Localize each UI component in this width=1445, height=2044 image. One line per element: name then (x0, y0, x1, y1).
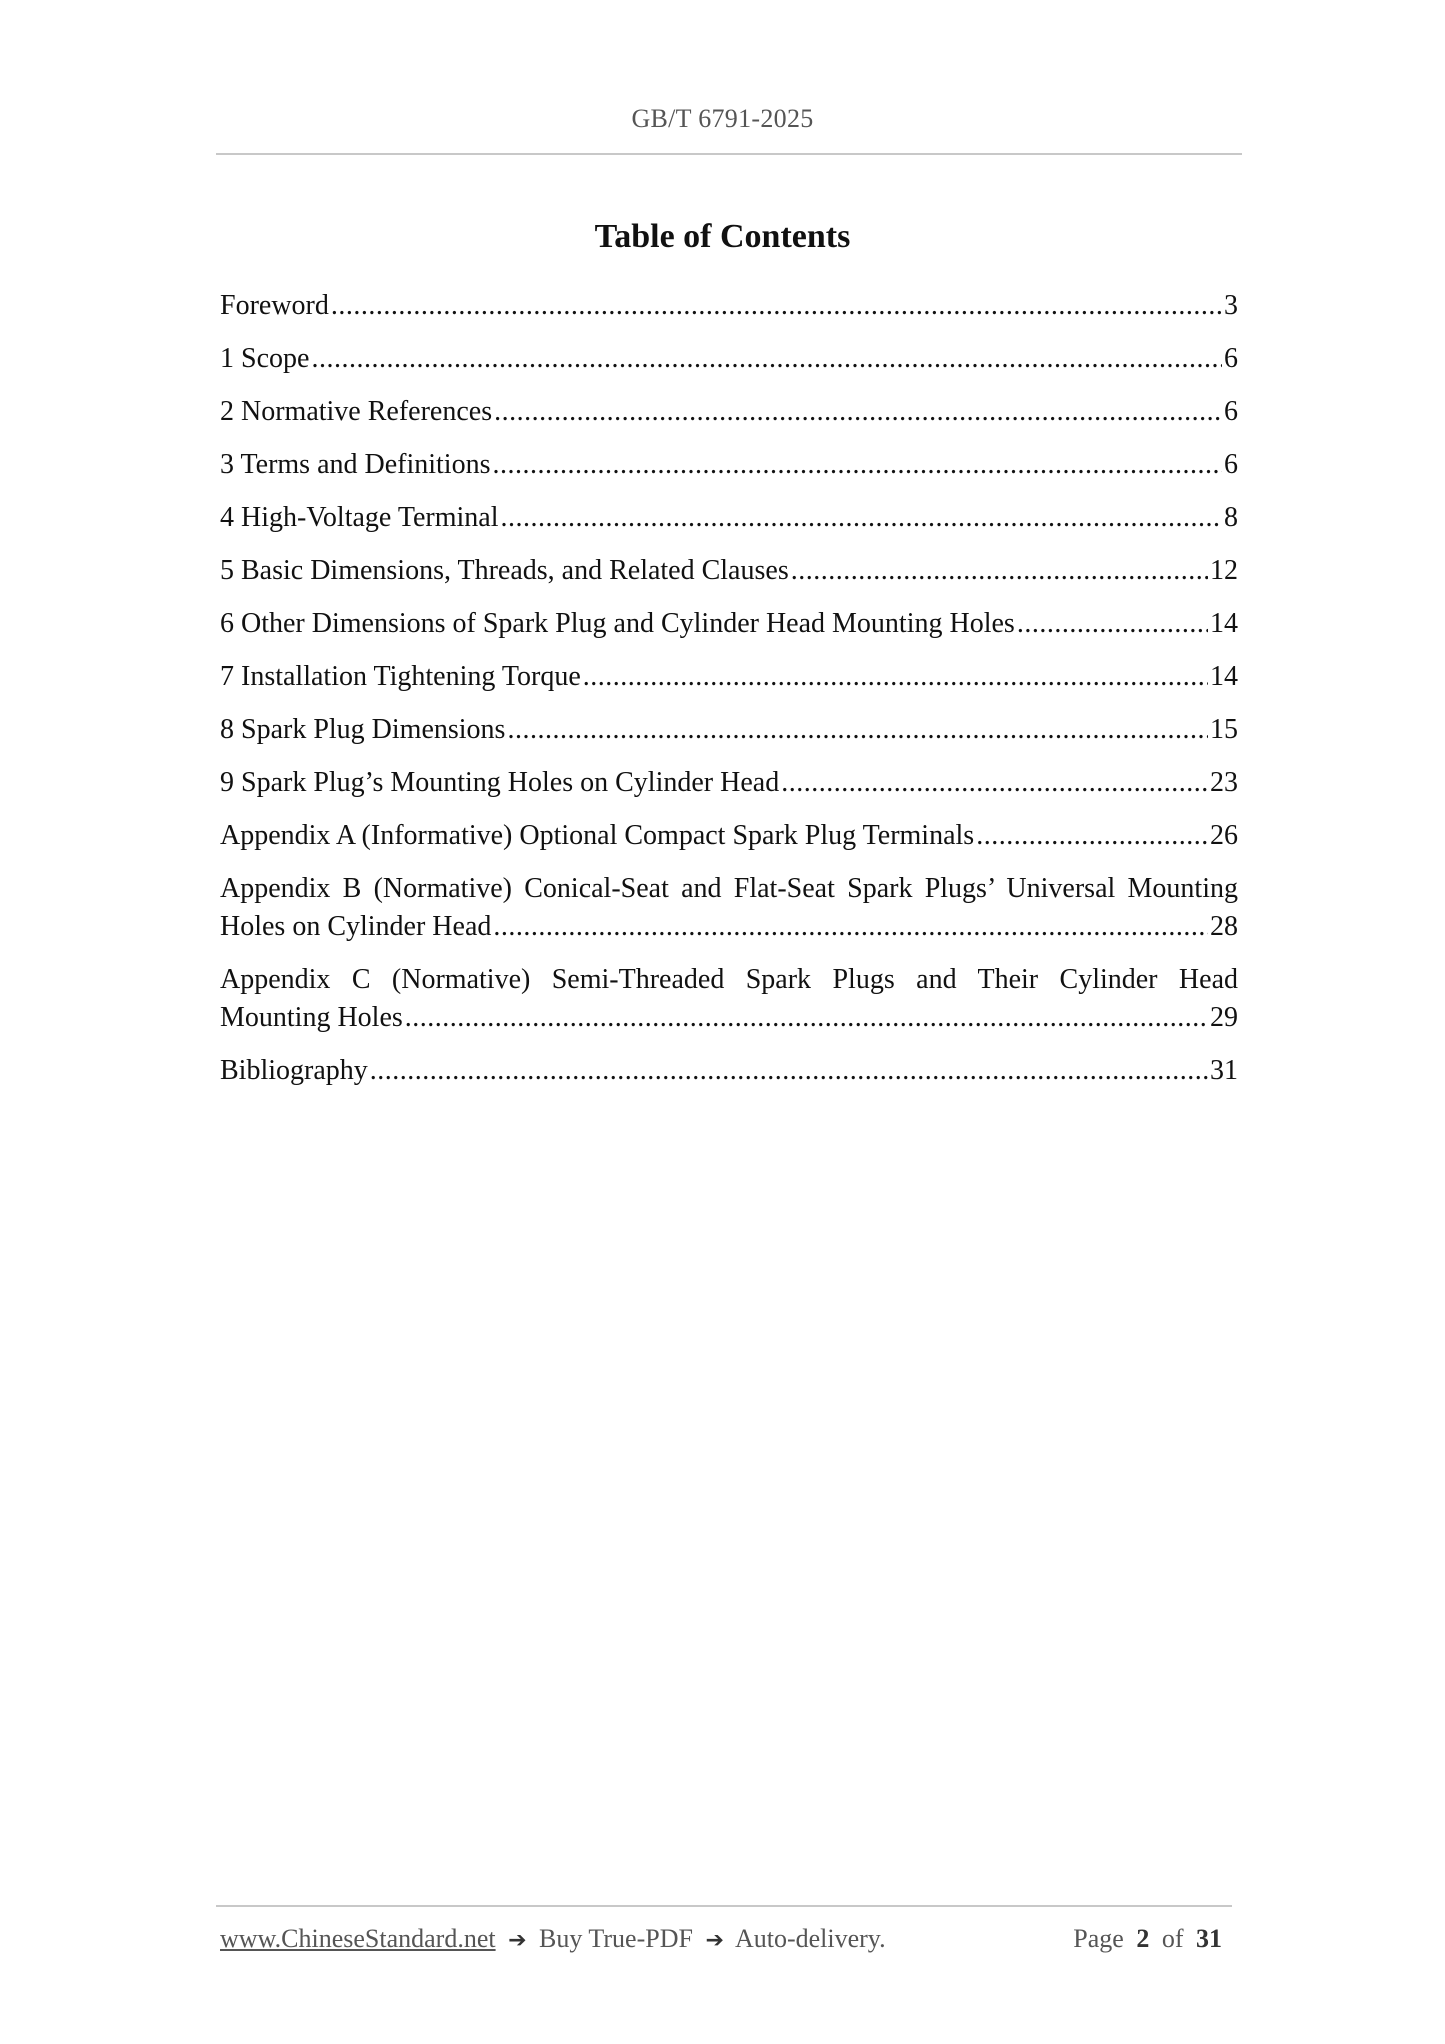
toc-entry-label-line2: Mounting Holes (220, 1002, 403, 1033)
footer-promo (220, 1924, 886, 1954)
toc-dot-leader (370, 1052, 1208, 1090)
toc-dot-leader (583, 658, 1208, 696)
toc-entry-label: Foreword (220, 290, 329, 321)
toc-entry-page: 31 (1210, 1055, 1238, 1086)
toc-entry-label: 3 Terms and Definitions (220, 449, 491, 480)
document-id: GB/T 6791-2025 (631, 104, 814, 133)
header-divider (216, 153, 1242, 155)
toc-entry-spark-plug-dimensions[interactable] (220, 711, 1238, 749)
toc-entry-label: 4 High-Voltage Terminal (220, 502, 499, 533)
toc-entry-installation-torque[interactable] (220, 658, 1238, 696)
toc-entry-page: 6 (1224, 343, 1238, 374)
toc-entry-label-line1: Appendix B (Normative) Conical-Seat and Flat-Seat Spark Plugs’ Universal Mounting (220, 873, 1238, 904)
toc-dot-leader (791, 552, 1208, 590)
toc-entry-scope[interactable] (220, 340, 1238, 378)
toc-entry-line2 (220, 999, 1238, 1037)
site-link[interactable]: www.ChineseStandard.net (220, 1924, 496, 1953)
toc-dot-leader (507, 711, 1208, 749)
toc-entry-foreword[interactable] (220, 287, 1238, 325)
toc-entry-label: 7 Installation Tightening Torque (220, 661, 581, 692)
toc-entry-label: 9 Spark Plug’s Mounting Holes on Cylinder Head (220, 767, 780, 798)
toc-dot-leader (976, 817, 1208, 855)
toc-entry-page: 14 (1210, 661, 1238, 692)
arrow-right-icon: ➔ (508, 1928, 527, 1953)
page-current: 2 (1136, 1924, 1150, 1953)
page-number (1073, 1924, 1228, 1954)
toc-entry-page: 29 (1210, 1002, 1238, 1033)
toc-entry-label: 6 Other Dimensions of Spark Plug and Cylinder Head Mounting Holes (220, 608, 1015, 639)
toc-entry-basic-dimensions[interactable] (220, 552, 1238, 590)
toc-entry-mounting-holes[interactable] (220, 764, 1238, 802)
toc-dot-leader (405, 999, 1208, 1037)
toc-entry-page: 26 (1210, 820, 1238, 851)
page-footer (220, 1924, 1228, 1954)
footer-divider (216, 1905, 1232, 1907)
toc-entry-line2 (220, 908, 1238, 946)
toc-dot-leader (1017, 605, 1208, 643)
toc-dot-leader (492, 446, 1222, 484)
toc-entry-page: 8 (1224, 502, 1238, 533)
page-of: of (1161, 1924, 1184, 1953)
toc-dot-leader (781, 764, 1208, 802)
toc-title: Table of Contents (594, 218, 851, 255)
toc-entry-label-line2: Holes on Cylinder Head (220, 911, 492, 942)
toc-dot-leader (501, 499, 1222, 537)
toc-entry-high-voltage-terminal[interactable] (220, 499, 1238, 537)
toc-entry-appendix-c[interactable] (220, 961, 1238, 1037)
toc-entry-appendix-b[interactable] (220, 870, 1238, 946)
toc-entry-page: 3 (1224, 290, 1238, 321)
toc-list (220, 287, 1238, 1105)
toc-entry-label: 1 Scope (220, 343, 310, 374)
toc-entry-normative-references[interactable] (220, 393, 1238, 431)
toc-dot-leader (494, 393, 1222, 431)
toc-entry-page: 28 (1210, 911, 1238, 942)
toc-entry-label: 2 Normative References (220, 396, 493, 427)
toc-entry-page: 23 (1210, 767, 1238, 798)
toc-entry-page: 14 (1210, 608, 1238, 639)
toc-dot-leader (331, 287, 1222, 325)
toc-entry-label: Appendix A (Informative) Optional Compact Spark Plug Terminals (220, 820, 975, 851)
toc-entry-other-dimensions[interactable] (220, 605, 1238, 643)
toc-entry-label: Bibliography (220, 1055, 368, 1086)
toc-entry-page: 6 (1224, 449, 1238, 480)
toc-entry-label: 8 Spark Plug Dimensions (220, 714, 506, 745)
toc-dot-leader (311, 340, 1222, 378)
toc-dot-leader (493, 908, 1208, 946)
footer-step-delivery: Auto-delivery. (734, 1924, 886, 1953)
toc-entry-label: 5 Basic Dimensions, Threads, and Related Clauses (220, 555, 789, 586)
toc-entry-label-line1: Appendix C (Normative) Semi-Threaded Spark Plugs and Their Cylinder Head (220, 964, 1238, 995)
page-prefix: Page (1073, 1924, 1124, 1953)
page-total: 31 (1196, 1924, 1222, 1953)
footer-step-buy: Buy True-PDF (539, 1924, 693, 1953)
toc-entry-appendix-a[interactable] (220, 817, 1238, 855)
toc-entry-page: 15 (1210, 714, 1238, 745)
arrow-right-icon: ➔ (705, 1928, 724, 1953)
toc-entry-page: 6 (1224, 396, 1238, 427)
toc-entry-terms-and-definitions[interactable] (220, 446, 1238, 484)
toc-entry-page: 12 (1210, 555, 1238, 586)
toc-entry-bibliography[interactable] (220, 1052, 1238, 1090)
